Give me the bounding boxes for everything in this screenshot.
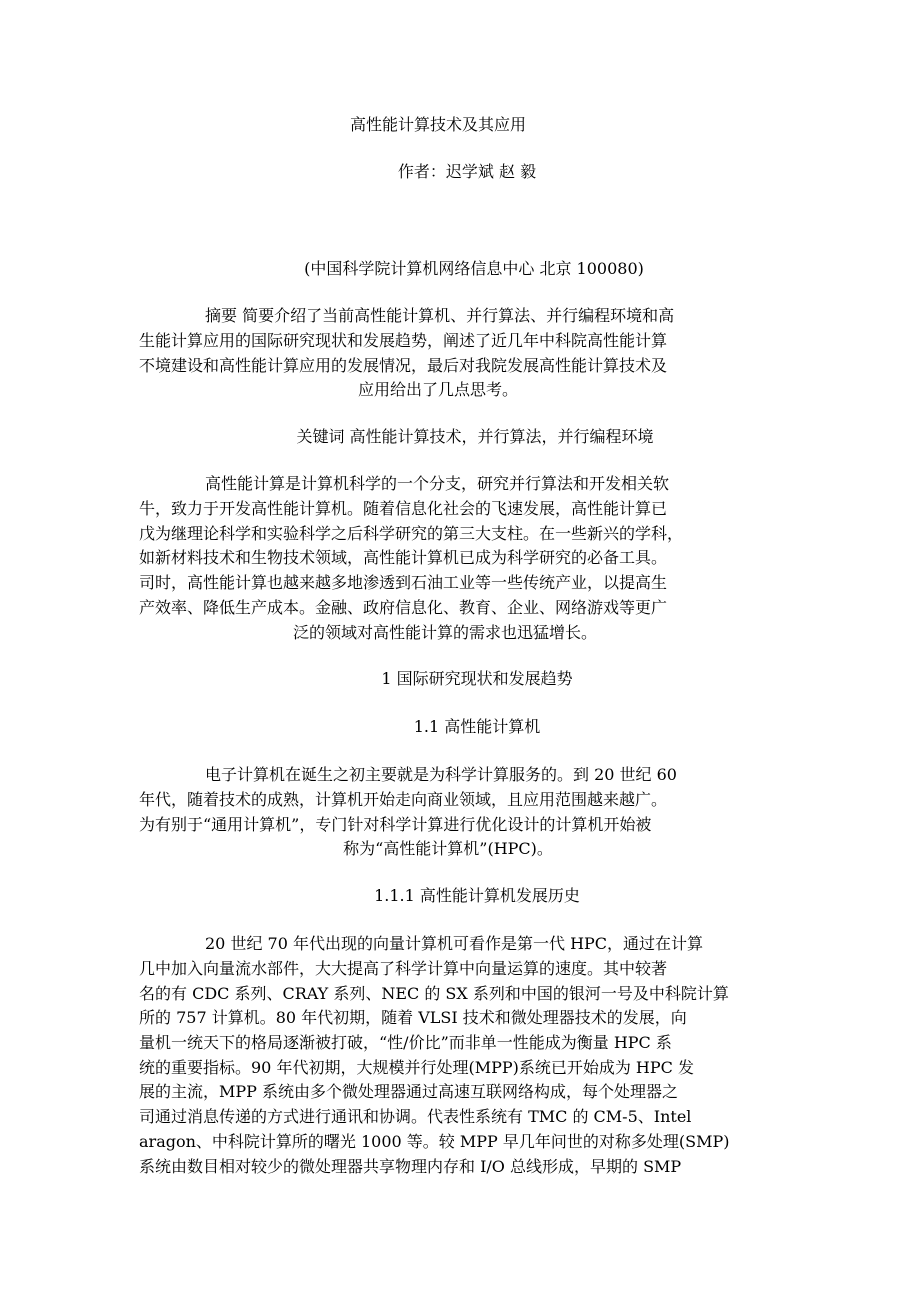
intro-line-3: 戊为继理论科学和实验科学之后科学研究的第三大支柱。在一些新兴的学科， [139,524,684,543]
intro-line-2: 牛，致力于开发高性能计算机。随着信息化社会的飞速发展，高性能计算已 [139,499,668,518]
intro-line-5: 司时，高性能计算也越来越多地渗透到石油工业等一些传统产业，以提高生 [139,573,668,592]
s111-line-4: 所的 757 计算机。80 年代初期，随着 VLSI 技术和微处理器技术的发展，向 [139,1008,687,1027]
section-1-1-heading: 1.1 高性能计算机 [413,717,541,736]
s11-line-4: 称为“高性能计算机”(HPC)。 [343,839,553,858]
s111-line-9: aragon、中科院计算所的曙光 1000 等。较 MPP 早几年问世的对称多处理(SMP) [139,1132,730,1151]
s11-line-2: 年代，随着技术的成熟，计算机开始走向商业领域，且应用范围越来越广。 [139,790,668,809]
s111-line-6: 统的重要指标。90 年代初期，大规模并行处理(MPP)系统已开始成为 HPC 发 [139,1058,694,1077]
intro-line-6: 产效率、降低生产成本。金融、政府信息化、教育、企业、网络游戏等更广 [139,598,668,617]
s111-line-2: 几中加入向量流水部件，大大提高了科学计算中向量运算的速度。其中较著 [139,959,668,978]
affiliation-line: (中国科学院计算机网络信息中心 北京 100080) [304,259,644,278]
intro-line-4: 如新材料技术和生物技术领域，高性能计算机已成为科学研究的必备工具。 [139,548,668,567]
intro-line-1: 高性能计算是计算机科学的一个分支，研究并行算法和开发相关软 [205,474,670,493]
s111-line-3: 名的有 CDC 系列、CRAY 系列、NEC 的 SX 系列和中国的银河一号及中科院计算 [139,984,729,1003]
keywords-line: 关键词 高性能计算技术，并行算法，并行编程环境 [296,427,654,446]
abstract-line-1: 摘要 简要介绍了当前高性能计算机、并行算法、并行编程环境和高 [205,306,675,325]
s111-line-5: 量机一统天下的格局逐渐被打破，“性/价比”而非单一性能成为衡量 HPC 系 [139,1033,672,1052]
author-line: 作者：迟学斌 赵 毅 [397,162,537,181]
abstract-line-4: 应用给出了几点思考。 [357,380,518,399]
s111-line-7: 展的主流，MPP 系统由多个微处理器通过高速互联网络构成，每个处理器之 [139,1082,679,1101]
section-1-heading: 1 国际研究现状和发展趋势 [381,669,573,688]
abstract-line-3: 不境建设和高性能计算应用的发展情况，最后对我院发展高性能计算技术及 [139,356,668,375]
abstract-line-2: 生能计算应用的国际研究现状和发展趋势，阐述了近几年中科院高性能计算 [139,331,668,350]
intro-line-7: 泛的领域对高性能计算的需求也迅猛增长。 [292,623,597,642]
s11-line-1: 电子计算机在诞生之初主要就是为科学计算服务的。到 20 世纪 60 [205,765,677,784]
s111-line-8: 司通过消息传递的方式进行通讯和协调。代表性系统有 TMC 的 CM-5、Intel [139,1107,692,1126]
s11-line-3: 为有别于“通用计算机”，专门针对科学计算进行优化设计的计算机开始被 [139,815,652,834]
section-1-1-1-heading: 1.1.1 高性能计算机发展历史 [374,886,580,905]
s111-line-1: 20 世纪 70 年代出现的向量计算机可看作是第一代 HPC，通过在计算 [205,934,704,953]
s111-line-10: 系统由数目相对较少的微处理器共享物理内存和 I/O 总线形成，早期的 SMP [139,1157,682,1176]
document-title: 高性能计算技术及其应用 [349,115,526,134]
